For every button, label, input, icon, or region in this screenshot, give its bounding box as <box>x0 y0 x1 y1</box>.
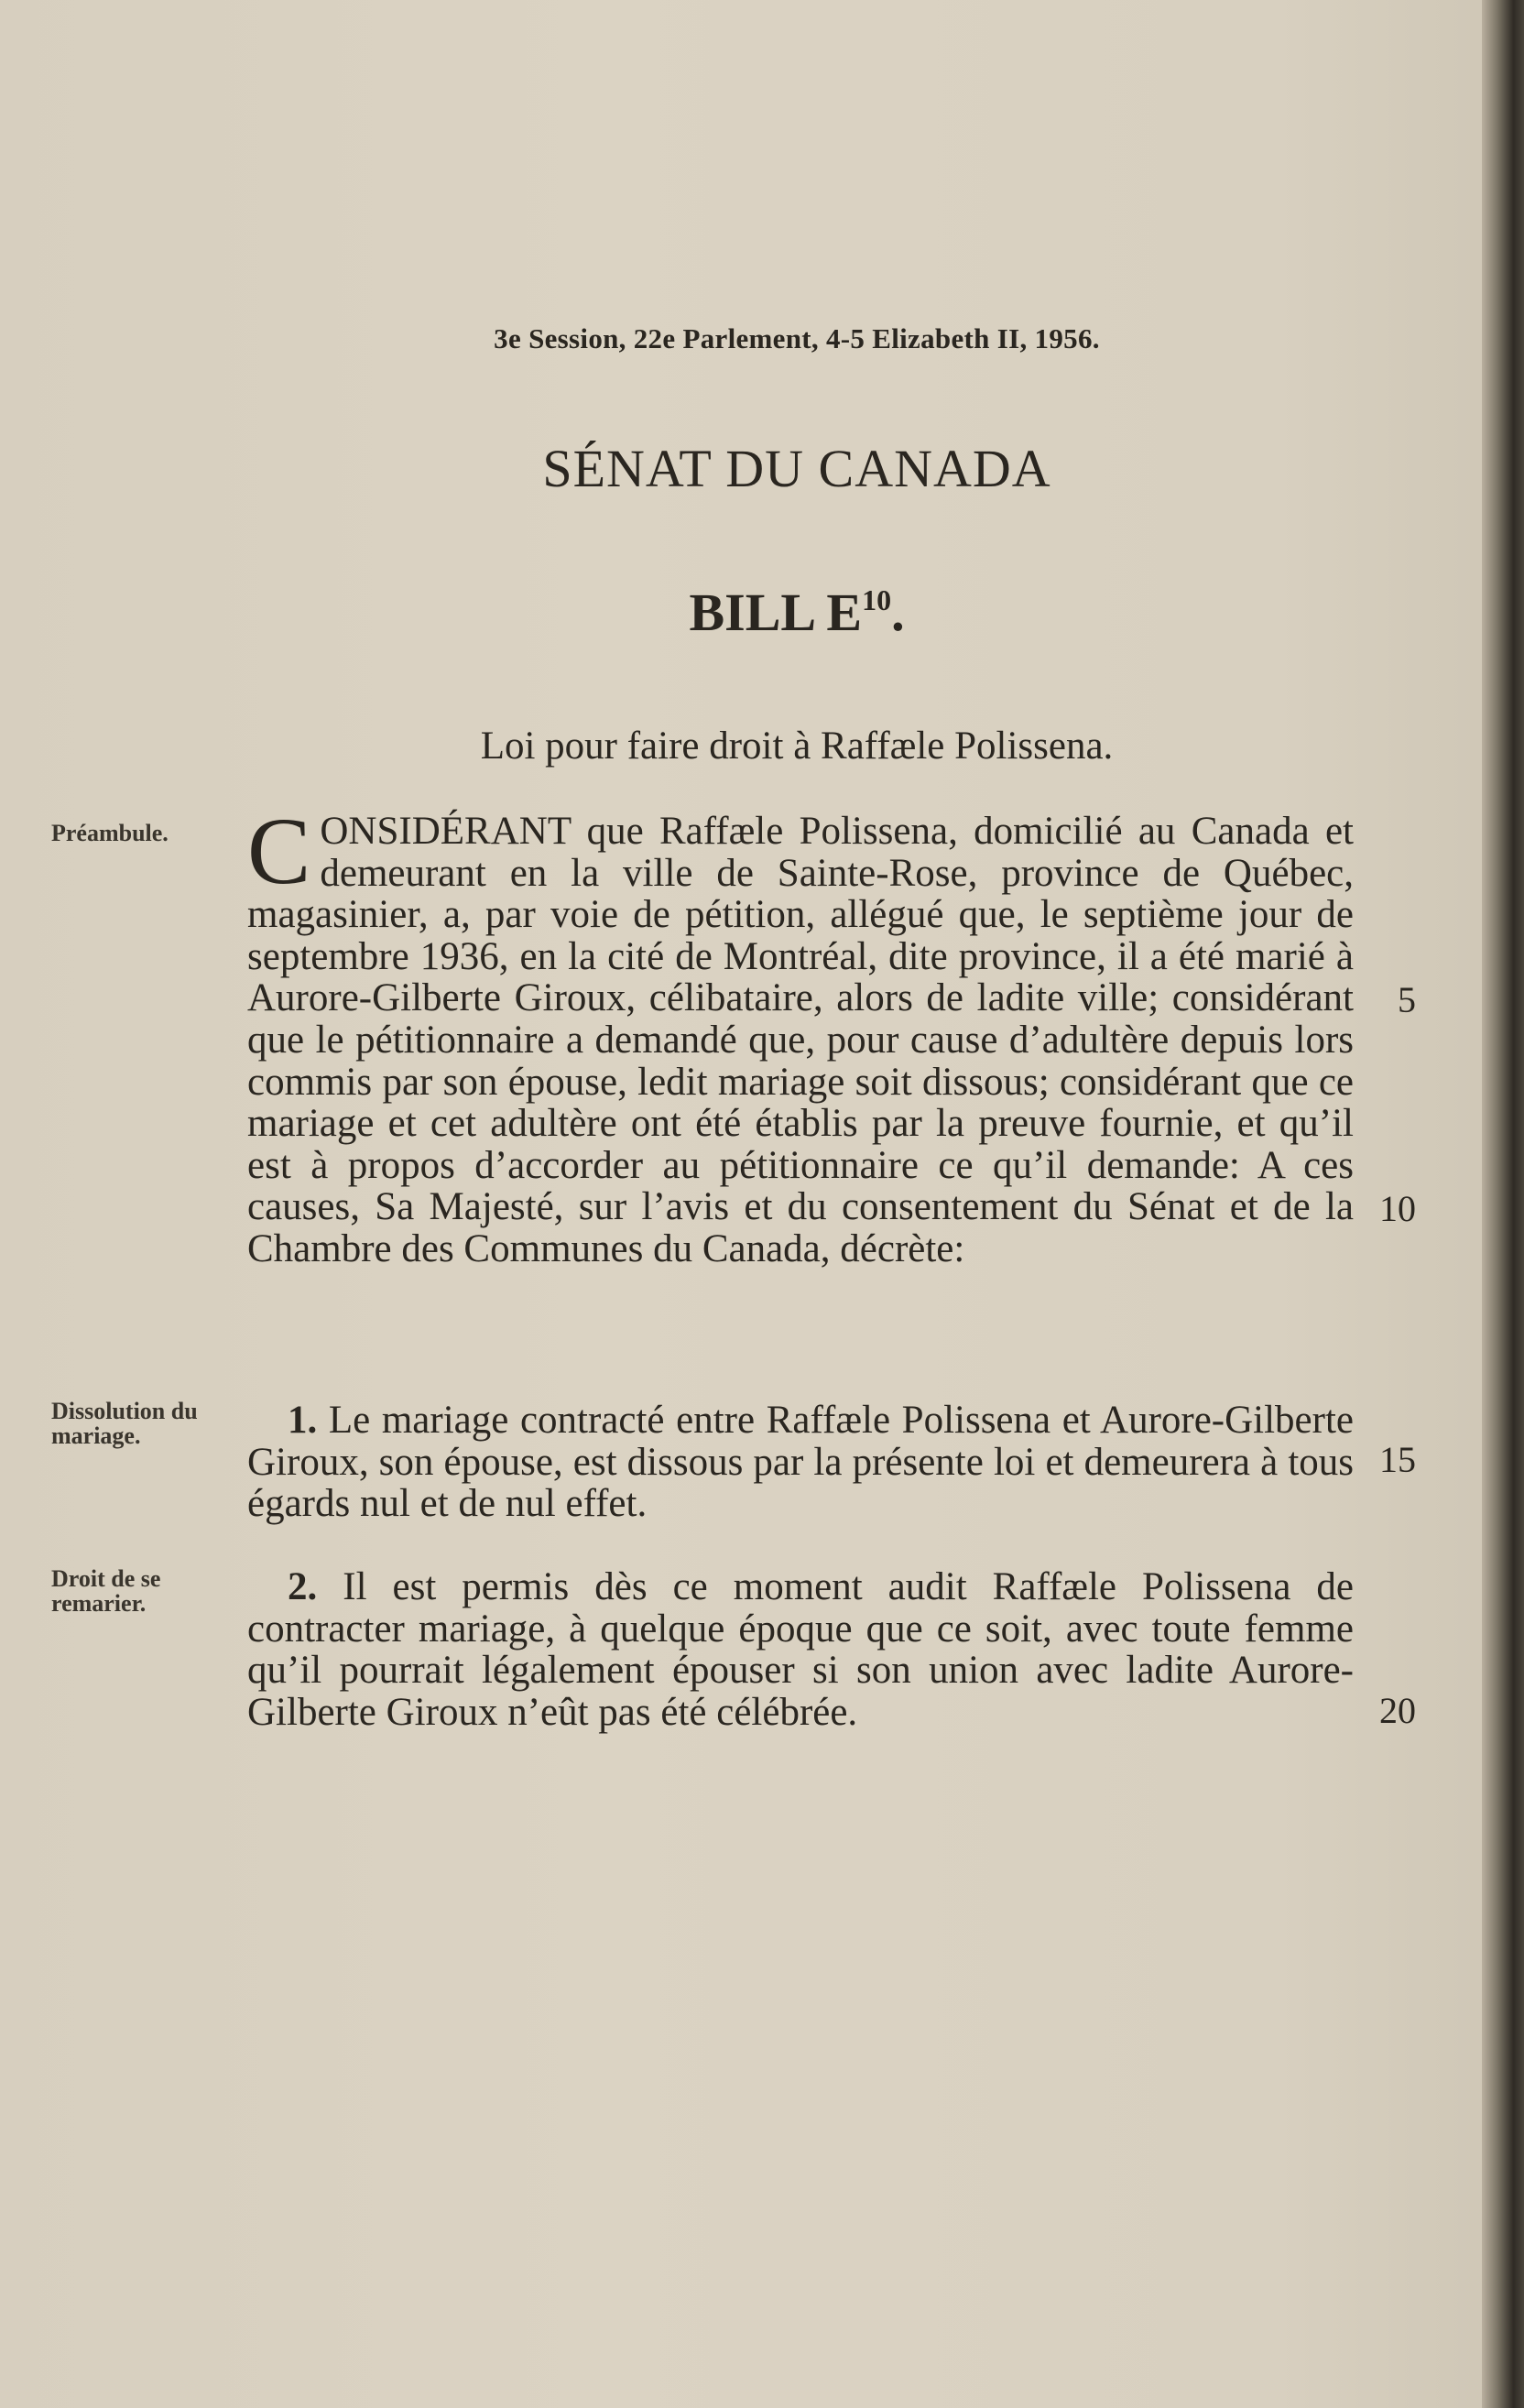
drop-cap: C <box>247 799 311 904</box>
section-2-number: 2. <box>288 1565 318 1608</box>
bill-superscript: 10 <box>862 583 892 616</box>
line-number-5: 5 <box>1398 979 1416 1020</box>
section-1-number: 1. <box>288 1399 318 1442</box>
line-number-20: 20 <box>1379 1690 1416 1731</box>
bill-number <box>550 582 1044 643</box>
senate-heading: SÉNAT DU CANADA <box>542 439 1051 498</box>
bill-suffix: . <box>891 583 905 642</box>
section-1 <box>247 1400 1354 1525</box>
preamble-paragraph <box>247 799 1354 1270</box>
bill-label: BILL E <box>689 583 863 642</box>
line-number-10: 10 <box>1379 1188 1416 1229</box>
section-2-text: Il est permis dès ce moment audit Raffæle Polissena de contracter mariage, à quelque époque que ce soit, avec toute femme qu’il pourrait légalement épouser si son union avec ladite Aurore-Gilberte Giroux n’eût pas été célébrée. <box>247 1565 1354 1734</box>
session-heading: 3e Session, 22e Parlement, 4-5 Elizabeth II, 1956. <box>494 322 1100 354</box>
line-number-15: 15 <box>1379 1439 1416 1480</box>
section-1-text: Le mariage contracté entre Raffæle Polissena et Aurore-Gilberte Giroux, son épouse, est dissous par la présente loi et demeurera à tous égards nul et de nul effet. <box>247 1399 1354 1526</box>
bill-title: Loi pour faire droit à Raffæle Polissena. <box>480 725 1114 768</box>
section-2 <box>247 1566 1354 1733</box>
preamble-text: ONSIDÉRANT que Raffæle Polissena, domicilié au Canada et demeurant en la ville de Sainte-Rose, province de Québec, magasinier, a, par voie de pétition, allégué que, le septième jour de septembre 1936, en la cité de Montréal, dite province, il a été marié à Aurore-Gilberte Giroux, célibataire, alors de ladite ville; considérant que le pétitionnaire a demandé que, pour cause d’adultère depuis lors commis par son épouse, ledit mariage soit dissous; considérant que ce mariage et cet adultère ont été établis par la preuve fournie, et qu’il est à propos d’accorder au pétitionnaire ce qu’il demande: A ces causes, Sa Majesté, sur l’avis et du consentement du Sénat et de la Chambre des Communes du Canada, décrète: <box>247 810 1354 1270</box>
margin-note-remarry: Droit de se remarier. <box>51 1565 161 1617</box>
margin-note-preamble: Préambule. <box>51 820 169 846</box>
margin-note-dissolution: Dissolution du mariage. <box>51 1398 198 1449</box>
page-edge <box>1482 0 1524 2408</box>
